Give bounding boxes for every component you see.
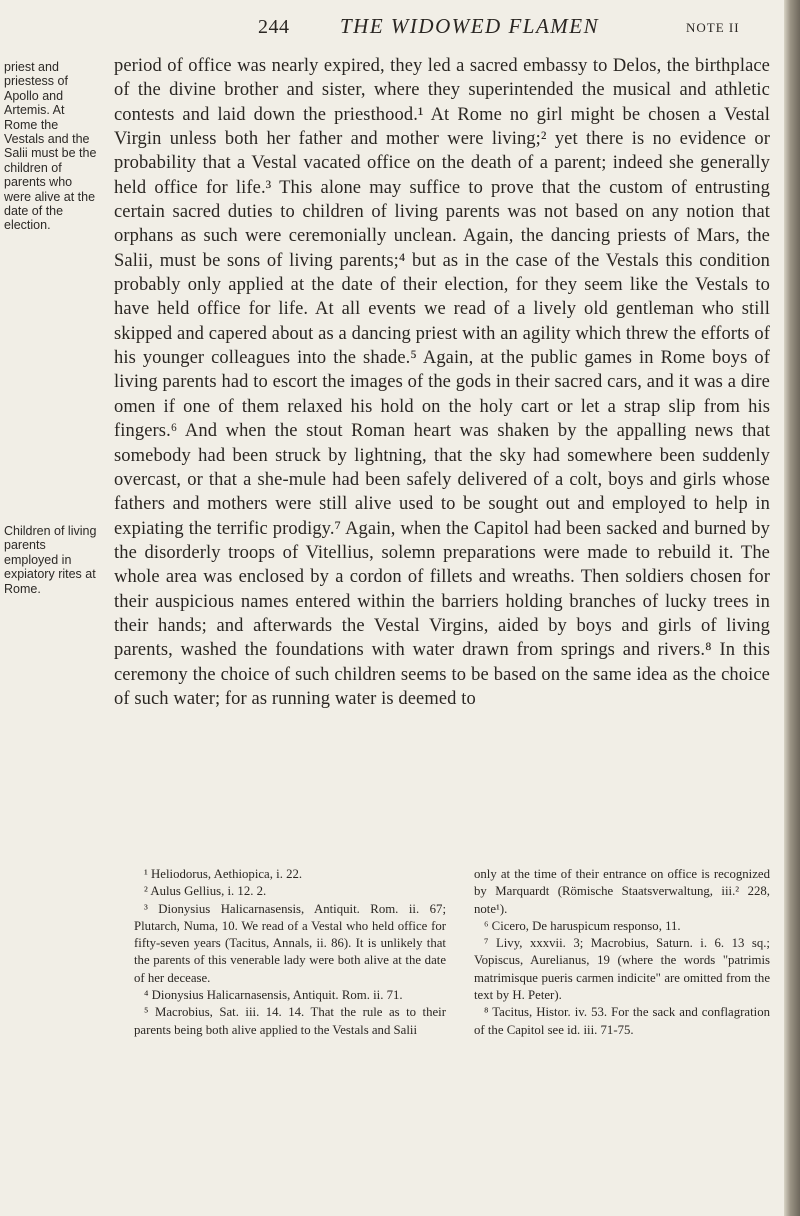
footnote-8: ⁸ Tacitus, Histor. iv. 53. For the sack and conflagration of the Capitol see id. iii. 71-75.	[474, 1005, 770, 1037]
footnote-5-continued: only at the time of their entrance on office is recognized by Marquardt (Römische Staatsverwaltung, iii.² 228, note¹).	[474, 867, 770, 916]
page-number: 244	[258, 16, 290, 38]
footnote-6: ⁶ Cicero, De haruspicum responso, 11.	[484, 918, 681, 933]
footnote-5: ⁵ Macrobius, Sat. iii. 14. 14. That the rule as to their parents being both alive applied to the Vestals and Salii	[134, 1005, 446, 1037]
margin-note-1: priest and priestess of Apollo and Artemis. At Rome the Vestals and the Salii must be the children of parents who were alive at the date of the election.	[4, 60, 97, 233]
note-label: NOTE II	[686, 20, 740, 35]
body-text	[114, 54, 770, 711]
footnote-7: ⁷ Livy, xxxvii. 3; Macrobius, Saturn. i. 6. 13 sq.; Vopiscus, Aurelianus, 19 (where the words "patrimis matrimisque pueris carmen indicite" are omitted from the text by H. Peter).	[474, 936, 770, 1003]
footnotes-right-column	[474, 866, 770, 1039]
footnote-2: ² Aulus Gellius, i. 12. 2.	[144, 884, 267, 899]
body-paragraph: period of office was nearly expired, they led a sacred embassy to Delos, the birthplace of the divine brother and sister, where they superintended the musical and athletic contests and laid down the priesthood.¹ At Rome no girl might be chosen a Vestal Virgin unless both her father and mother were living;² yet there is no evidence or probability that a Vestal vacated office on the death of a parent; indeed she generally held office for life.³ This alone may suffice to prove that the custom of entrusting certain sacred duties to children of living parents was not based on any notion that orphans as such were ceremonially unclean. Again, the dancing priests of Mars, the Salii, must be sons of living parents;⁴ but as in the case of the Vestals this condition probably only applied at the date of their election, for they seem like the Vestals to have held office for life. At all events we read of a lively old gentleman who still skipped and capered about as a dancing priest with an agility which threw the efforts of his younger colleagues into the shade.⁵ Again, at the public games in Rome boys of living parents had to escort the images of the gods in their sacred cars, and it was a dire omen if one of them relaxed his hold on the holy cart or let a strap slip from his fingers.⁶ And when the stout Roman heart was shaken by the appalling news that somebody had been struck by lightning, that the sky had somewhere been suddenly overcast, or that a she-mule had been safely delivered of a colt, boys and girls whose fathers and mothers were still alive used to be sought out and employed to help in expiating the terrific prodigy.⁷ Again, when the Capitol had been sacked and burned by the disorderly troops of Vitellius, solemn preparations were made to rebuild it. The whole area was enclosed by a cordon of fillets and wreaths. Then soldiers chosen for their auspicious names entered within the barriers holding branches of lucky trees in their hands; and afterwards the Vestal Virgins, aided by boys and girls of living parents, washed the foundations with water drawn from springs and rivers.⁸ In this ceremony the choice of such children seems to be based on the same idea as the choice of such water; for as running water is deemed to	[114, 56, 770, 709]
page-edge-shadow	[784, 0, 800, 1216]
margin-note-2: Children of living parents employed in expiatory rites at Rome.	[4, 524, 97, 596]
page-header	[0, 14, 800, 44]
footnote-3: ³ Dionysius Halicarnasensis, Antiquit. Rom. ii. 67; Plutarch, Numa, 10. We read of a Vestal who held office for fifty-seven years (Tacitus, Annals, ii. 86). It is unlikely that the parents of this venerable lady were both alive at the date of her decease.	[134, 901, 446, 985]
footnote-4: ⁴ Dionysius Halicarnasensis, Antiquit. Rom. ii. 71.	[144, 988, 403, 1003]
footnotes-left-column	[134, 866, 446, 1039]
footnote-1: ¹ Heliodorus, Aethiopica, i. 22.	[144, 867, 303, 881]
running-head: THE WIDOWED FLAMEN	[340, 14, 600, 38]
